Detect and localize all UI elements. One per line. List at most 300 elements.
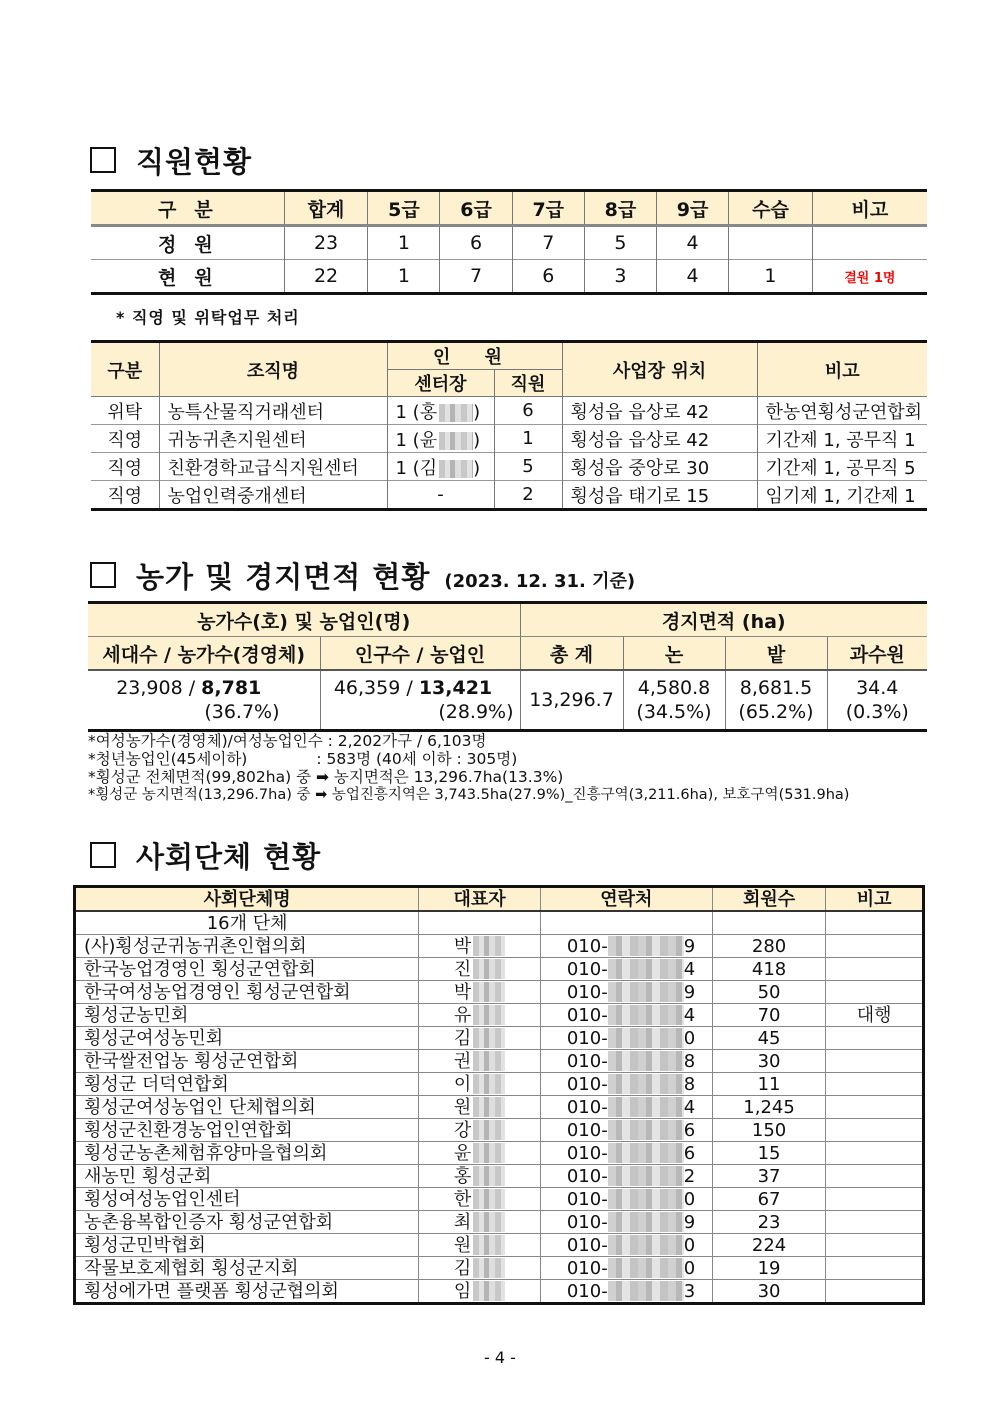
rep-surname: 이	[453, 1073, 472, 1095]
phone-last-digit: 9	[683, 935, 696, 957]
farm-households-pct: (36.7%)	[204, 701, 280, 723]
cell-representative	[419, 935, 541, 958]
redacted-name	[473, 1166, 505, 1186]
cell-location: 횡성읍 중앙로 30	[562, 453, 757, 481]
director-name: 1 (윤	[395, 429, 438, 451]
cell-members: 1,245	[712, 1096, 826, 1119]
cell-org-name: 한국여성농업경영인 횡성군연합회	[75, 981, 419, 1004]
cell-org-name: 횡성에가면 플랫폼 횡성군협의회	[75, 1280, 419, 1304]
phone-prefix: 010-	[566, 1027, 608, 1049]
cell-g9: 4	[657, 226, 729, 260]
section-title-organizations	[90, 835, 321, 876]
field-value: 8,681.5	[739, 677, 813, 699]
cell-members: 418	[712, 958, 826, 981]
redacted-phone	[608, 1235, 684, 1255]
director-name: 1 (김	[395, 457, 438, 479]
header-grade9: 9급	[657, 191, 729, 226]
phone-last-digit: 9	[683, 981, 696, 1003]
cell-members: 45	[712, 1027, 826, 1050]
phone-prefix: 010-	[566, 1073, 608, 1095]
cell-org: 친환경학교급식지원센터	[159, 453, 387, 481]
checkbox-square-icon	[90, 147, 116, 173]
cell-representative	[419, 1119, 541, 1142]
cell-members: 50	[712, 981, 826, 1004]
cell-members: 30	[712, 1050, 826, 1073]
cell-location: 횡성읍 읍상로 42	[562, 425, 757, 453]
table-row	[91, 453, 927, 481]
cell-population: 46,359 / 13,421 (28.9%)	[320, 670, 520, 731]
header-trainee: 수습	[729, 191, 813, 226]
phone-last-digit: 0	[683, 1257, 696, 1279]
rep-surname: 최	[453, 1211, 472, 1233]
cell-representative	[419, 1234, 541, 1257]
redacted-name	[473, 1258, 505, 1278]
cell-org-name: 횡성군 더덕연합회	[75, 1073, 419, 1096]
rep-surname: 유	[453, 1004, 472, 1026]
director-suffix: )	[473, 401, 481, 423]
header-grade5: 5급	[368, 191, 440, 226]
cell-remark	[812, 226, 927, 260]
paddy-pct: (34.5%)	[636, 701, 712, 723]
table-subheader-row	[88, 637, 927, 671]
header-remark: 비고	[757, 342, 927, 397]
redacted-name	[439, 404, 473, 422]
table-row	[88, 670, 927, 731]
phone-prefix: 010-	[566, 1004, 608, 1026]
redacted-phone	[608, 1143, 684, 1163]
phone-prefix: 010-	[566, 1234, 608, 1256]
redacted-phone	[608, 1166, 684, 1186]
table-row	[75, 1004, 924, 1027]
phone-last-digit: 0	[683, 1234, 696, 1256]
redacted-phone	[608, 959, 684, 979]
note-line: *횡성군 전체면적(99,802ha) 중 ➡ 농지면적은 13,296.7ha(13.3%)	[88, 768, 564, 786]
cell-director	[387, 425, 494, 453]
cell-remark: 기간제 1, 공무직 5	[757, 453, 927, 481]
rep-surname: 박	[453, 935, 472, 957]
redacted-phone	[608, 1212, 684, 1232]
redacted-name	[473, 959, 505, 979]
ops-note: * 직영 및 위탁업무 처리	[116, 308, 300, 327]
redacted-phone	[608, 1005, 684, 1025]
phone-last-digit: 2	[683, 1165, 696, 1187]
cell-remark	[826, 1050, 924, 1073]
cell-contact	[540, 1234, 712, 1257]
table-row	[75, 1050, 924, 1073]
org-count: 16개 단체	[75, 911, 419, 935]
rep-surname: 강	[453, 1119, 472, 1141]
rep-surname: 임	[453, 1280, 472, 1302]
section-title-text: 사회단체 현황	[136, 840, 322, 874]
phone-last-digit: 6	[683, 1119, 696, 1141]
header-total: 총 계	[520, 637, 623, 671]
section-title-farms	[90, 555, 635, 596]
farmers-pct: (28.9%)	[438, 701, 514, 723]
cell-org-name: 농촌융복합인증자 횡성군연합회	[75, 1211, 419, 1234]
table-row	[75, 981, 924, 1004]
checkbox-square-icon	[90, 842, 116, 868]
cell-remark	[826, 981, 924, 1004]
phone-last-digit: 9	[683, 1211, 696, 1233]
header-field: 밭	[725, 637, 827, 671]
cell-g5: 1	[368, 226, 440, 260]
cell-members: 15	[712, 1142, 826, 1165]
cell-org-name: 횡성여성농업인센터	[75, 1188, 419, 1211]
cell-remark	[826, 1142, 924, 1165]
redacted-phone	[608, 1028, 684, 1048]
rep-surname: 원	[453, 1096, 472, 1118]
phone-last-digit: 6	[683, 1142, 696, 1164]
cell-employees: 5	[494, 453, 562, 481]
phone-prefix: 010-	[566, 1280, 608, 1302]
households-value: 23,908	[116, 677, 183, 699]
cell-org-name: 한국쌀전업농 횡성군연합회	[75, 1050, 419, 1073]
cell-employees: 6	[494, 397, 562, 425]
table-row	[75, 1234, 924, 1257]
table-header-row	[75, 887, 924, 912]
table-row	[75, 935, 924, 958]
cell-members: 150	[712, 1119, 826, 1142]
note-line: *청년농업인(45세이하) : 583명 (40세 이하 : 305명)	[88, 750, 518, 768]
cell-members: 37	[712, 1165, 826, 1188]
cell-remark	[826, 958, 924, 981]
rep-surname: 김	[453, 1027, 472, 1049]
redacted-name	[473, 1005, 505, 1025]
redacted-phone	[608, 1120, 684, 1140]
cell-g7: 7	[512, 226, 584, 260]
table-row	[75, 1257, 924, 1280]
checkbox-square-icon	[90, 562, 116, 588]
table-header-row	[88, 603, 927, 637]
cell-field	[725, 670, 827, 731]
rep-surname: 권	[453, 1050, 472, 1072]
table-row	[75, 1073, 924, 1096]
cell-g8: 5	[584, 226, 656, 260]
cell-org: 농특산물직거래센터	[159, 397, 387, 425]
cell-trainee: 1	[729, 260, 813, 294]
phone-prefix: 010-	[566, 935, 608, 957]
director-suffix: )	[473, 457, 481, 479]
cell-org-name: 작물보호제협회 횡성군지회	[75, 1257, 419, 1280]
cell-org-name: 새농민 횡성군회	[75, 1165, 419, 1188]
cell-representative	[419, 958, 541, 981]
section-title-staff	[90, 140, 252, 181]
cell-total: 22	[284, 260, 368, 294]
phone-prefix: 010-	[566, 1211, 608, 1233]
phone-prefix: 010-	[566, 1165, 608, 1187]
table-row	[75, 1211, 924, 1234]
redacted-phone	[608, 1051, 684, 1071]
cell-remark	[826, 1073, 924, 1096]
field-pct: (65.2%)	[738, 701, 814, 723]
header-contact: 연락처	[540, 887, 712, 912]
table-row	[75, 958, 924, 981]
cell-contact	[540, 935, 712, 958]
table-row	[75, 1142, 924, 1165]
cell-org-name: 한국농업경영인 횡성군연합회	[75, 958, 419, 981]
table-row	[75, 1280, 924, 1304]
redacted-phone	[608, 982, 684, 1002]
redacted-phone	[608, 1074, 684, 1094]
phone-prefix: 010-	[566, 1050, 608, 1072]
cell-remark: 기간제 1, 공무직 1	[757, 425, 927, 453]
table-row	[91, 260, 927, 294]
header-total: 합계	[284, 191, 368, 226]
operations-table	[91, 340, 927, 511]
cell-contact	[540, 1004, 712, 1027]
table-row	[75, 1165, 924, 1188]
header-members: 회원수	[712, 887, 826, 912]
director-name: 1 (홍	[395, 401, 438, 423]
cell-members: 224	[712, 1234, 826, 1257]
cell-representative	[419, 981, 541, 1004]
cell-members: 11	[712, 1073, 826, 1096]
phone-last-digit: 0	[683, 1027, 696, 1049]
redacted-name	[473, 1143, 505, 1163]
cell-trainee	[729, 226, 813, 260]
cell-orchard	[827, 670, 927, 731]
farm-area-table	[88, 601, 927, 732]
cell-type: 직영	[91, 453, 159, 481]
cell-members: 280	[712, 935, 826, 958]
rep-surname: 윤	[453, 1142, 472, 1164]
population-value: 46,359	[333, 677, 401, 699]
redacted-phone	[608, 1097, 684, 1117]
table-row	[75, 1096, 924, 1119]
cell-org-name: 횡성군친환경농업인연합회	[75, 1119, 419, 1142]
cell-representative	[419, 1050, 541, 1073]
header-grade8: 8급	[584, 191, 656, 226]
cell-director	[387, 397, 494, 425]
director-suffix: )	[473, 429, 481, 451]
cell-representative	[419, 1188, 541, 1211]
rep-surname: 박	[453, 981, 472, 1003]
farmers-value: 13,421	[418, 677, 493, 699]
phone-last-digit: 0	[683, 1188, 696, 1210]
phone-prefix: 010-	[566, 1096, 608, 1118]
cell-contact	[540, 1142, 712, 1165]
cell-remark	[826, 1234, 924, 1257]
redacted-name	[439, 460, 473, 478]
phone-prefix: 010-	[566, 981, 608, 1003]
phone-prefix: 010-	[566, 958, 608, 980]
row-label: 정원	[158, 233, 231, 256]
cell-remark: 대행	[826, 1004, 924, 1027]
redacted-name	[473, 1028, 505, 1048]
cell-remark	[826, 1096, 924, 1119]
cell-contact	[540, 1027, 712, 1050]
cell-g9: 4	[657, 260, 729, 294]
cell-location: 횡성읍 태기로 15	[562, 481, 757, 510]
row-label: 현원	[91, 260, 284, 294]
header-arable-area: 경지면적 (ha)	[520, 603, 927, 637]
cell-employees: 2	[494, 481, 562, 510]
cell-remark: 한농연횡성군연합회	[757, 397, 927, 425]
staff-table	[91, 189, 927, 295]
cell-remark	[826, 1257, 924, 1280]
cell-contact	[540, 958, 712, 981]
cell-contact	[540, 1073, 712, 1096]
redacted-name	[473, 1120, 505, 1140]
section-title-text: 직원현황	[136, 145, 253, 179]
cell-members: 70	[712, 1004, 826, 1027]
cell-director	[387, 453, 494, 481]
redacted-name	[473, 1097, 505, 1117]
redacted-name	[473, 982, 505, 1002]
table-row	[75, 1119, 924, 1142]
cell-remark	[826, 1188, 924, 1211]
cell-contact	[540, 1257, 712, 1280]
cell-type: 위탁	[91, 397, 159, 425]
orchard-pct: (0.3%)	[845, 701, 909, 723]
cell-members: 67	[712, 1188, 826, 1211]
header-population: 인구수 / 농업인	[320, 637, 520, 671]
cell-representative	[419, 1004, 541, 1027]
header-staff: 인 원	[387, 342, 562, 370]
farm-notes	[88, 732, 849, 804]
header-paddy: 논	[623, 637, 725, 671]
phone-prefix: 010-	[566, 1142, 608, 1164]
redacted-name	[473, 1281, 505, 1301]
phone-last-digit: 8	[683, 1073, 696, 1095]
cell-location: 횡성읍 읍상로 42	[562, 397, 757, 425]
cell-remark	[826, 1280, 924, 1304]
header-grade7: 7급	[512, 191, 584, 226]
redacted-phone	[608, 936, 684, 956]
phone-last-digit: 4	[683, 1096, 696, 1118]
header-director: 센터장	[387, 370, 494, 397]
paddy-value: 4,580.8	[637, 677, 711, 699]
cell-representative	[419, 1027, 541, 1050]
table-header-row	[91, 342, 927, 370]
rep-surname: 한	[453, 1188, 472, 1210]
header-employees: 직원	[494, 370, 562, 397]
cell-org-name: 횡성군농촌체험휴양마을협의회	[75, 1142, 419, 1165]
redacted-name	[473, 1051, 505, 1071]
summary-row	[75, 911, 924, 935]
redacted-name	[473, 1074, 505, 1094]
cell-g7: 6	[512, 260, 584, 294]
cell-members: 19	[712, 1257, 826, 1280]
redacted-phone	[608, 1281, 684, 1301]
cell-contact	[540, 1280, 712, 1304]
cell-g5: 1	[368, 260, 440, 294]
cell-g6: 6	[440, 226, 512, 260]
page-number: - 4 -	[484, 1348, 516, 1367]
redacted-name	[473, 936, 505, 956]
table-row	[75, 1027, 924, 1050]
cell-total-area: 13,296.7	[520, 670, 623, 731]
table-header-row	[91, 191, 927, 226]
cell-g8: 3	[584, 260, 656, 294]
cell-representative	[419, 1280, 541, 1304]
cell-paddy	[623, 670, 725, 731]
phone-last-digit: 8	[683, 1050, 696, 1072]
cell-representative	[419, 1073, 541, 1096]
cell-total: 23	[284, 226, 368, 260]
date-note: (2023. 12. 31. 기준)	[444, 571, 636, 592]
farm-households-value: 8,781	[201, 677, 262, 699]
header-farm-households: 농가수(호) 및 농업인(명)	[88, 603, 520, 637]
header-org: 조직명	[159, 342, 387, 397]
header-households: 세대수 / 농가수(경영체)	[88, 637, 320, 671]
note-line: *여성농가수(경영체)/여성농업인수 : 2,202가구 / 6,103명	[88, 732, 487, 750]
cell-contact	[540, 1119, 712, 1142]
organizations-table	[73, 885, 925, 1305]
cell-representative	[419, 1142, 541, 1165]
table-row	[91, 226, 927, 260]
redacted-phone	[608, 1258, 684, 1278]
cell-remark	[826, 1211, 924, 1234]
cell-employees: 1	[494, 425, 562, 453]
phone-prefix: 010-	[566, 1257, 608, 1279]
redacted-name	[473, 1235, 505, 1255]
cell-org-name: 횡성군여성농민회	[75, 1027, 419, 1050]
redacted-name	[473, 1189, 505, 1209]
header-location: 사업장 위치	[562, 342, 757, 397]
phone-prefix: 010-	[566, 1119, 608, 1141]
header-category: 구분	[91, 191, 284, 226]
cell-org-name: (사)횡성군귀농귀촌인협의회	[75, 935, 419, 958]
rep-surname: 김	[453, 1257, 472, 1279]
phone-prefix: 010-	[566, 1188, 608, 1210]
cell-representative	[419, 1096, 541, 1119]
header-remark: 비고	[812, 191, 927, 226]
cell-contact	[540, 1211, 712, 1234]
cell-remark	[826, 935, 924, 958]
cell-org: 귀농귀촌지원센터	[159, 425, 387, 453]
header-representative: 대표자	[419, 887, 541, 912]
phone-last-digit: 3	[683, 1280, 696, 1302]
rep-surname: 홍	[453, 1165, 472, 1187]
cell-remark	[826, 1119, 924, 1142]
table-row	[75, 1188, 924, 1211]
table-row	[91, 481, 927, 510]
cell-contact	[540, 1096, 712, 1119]
header-org-name: 사회단체명	[75, 887, 419, 912]
cell-remark	[826, 1027, 924, 1050]
cell-org-name: 횡성군민박협회	[75, 1234, 419, 1257]
rep-surname: 원	[453, 1234, 472, 1256]
cell-director: -	[387, 481, 494, 510]
cell-g6: 7	[440, 260, 512, 294]
cell-members: 30	[712, 1280, 826, 1304]
table-row	[91, 397, 927, 425]
cell-contact	[540, 1188, 712, 1211]
cell-representative	[419, 1257, 541, 1280]
cell-contact	[540, 1050, 712, 1073]
cell-remark	[826, 1165, 924, 1188]
cell-org-name: 횡성군농민회	[75, 1004, 419, 1027]
cell-households: 23,908 / 8,781 (36.7%)	[88, 670, 320, 731]
redacted-name	[439, 432, 473, 450]
cell-org: 농업인력중개센터	[159, 481, 387, 510]
note-line: *횡성군 농지면적(13,296.7ha) 중 ➡ 농업진흥지역은 3,743.5ha(27.9%)_진흥구역(3,211.6ha), 보호구역(531.9ha)	[88, 787, 850, 803]
cell-members: 23	[712, 1211, 826, 1234]
header-grade6: 6급	[440, 191, 512, 226]
cell-contact	[540, 981, 712, 1004]
rep-surname: 진	[453, 958, 472, 980]
vacancy-note: 결원 1명	[812, 260, 927, 294]
section-title-text: 농가 및 경지면적 현황	[136, 560, 431, 594]
cell-type: 직영	[91, 481, 159, 510]
cell-representative	[419, 1165, 541, 1188]
phone-last-digit: 4	[683, 1004, 696, 1026]
cell-org-name: 횡성군여성농업인 단체협의회	[75, 1096, 419, 1119]
cell-representative	[419, 1211, 541, 1234]
phone-last-digit: 4	[683, 958, 696, 980]
cell-type: 직영	[91, 425, 159, 453]
